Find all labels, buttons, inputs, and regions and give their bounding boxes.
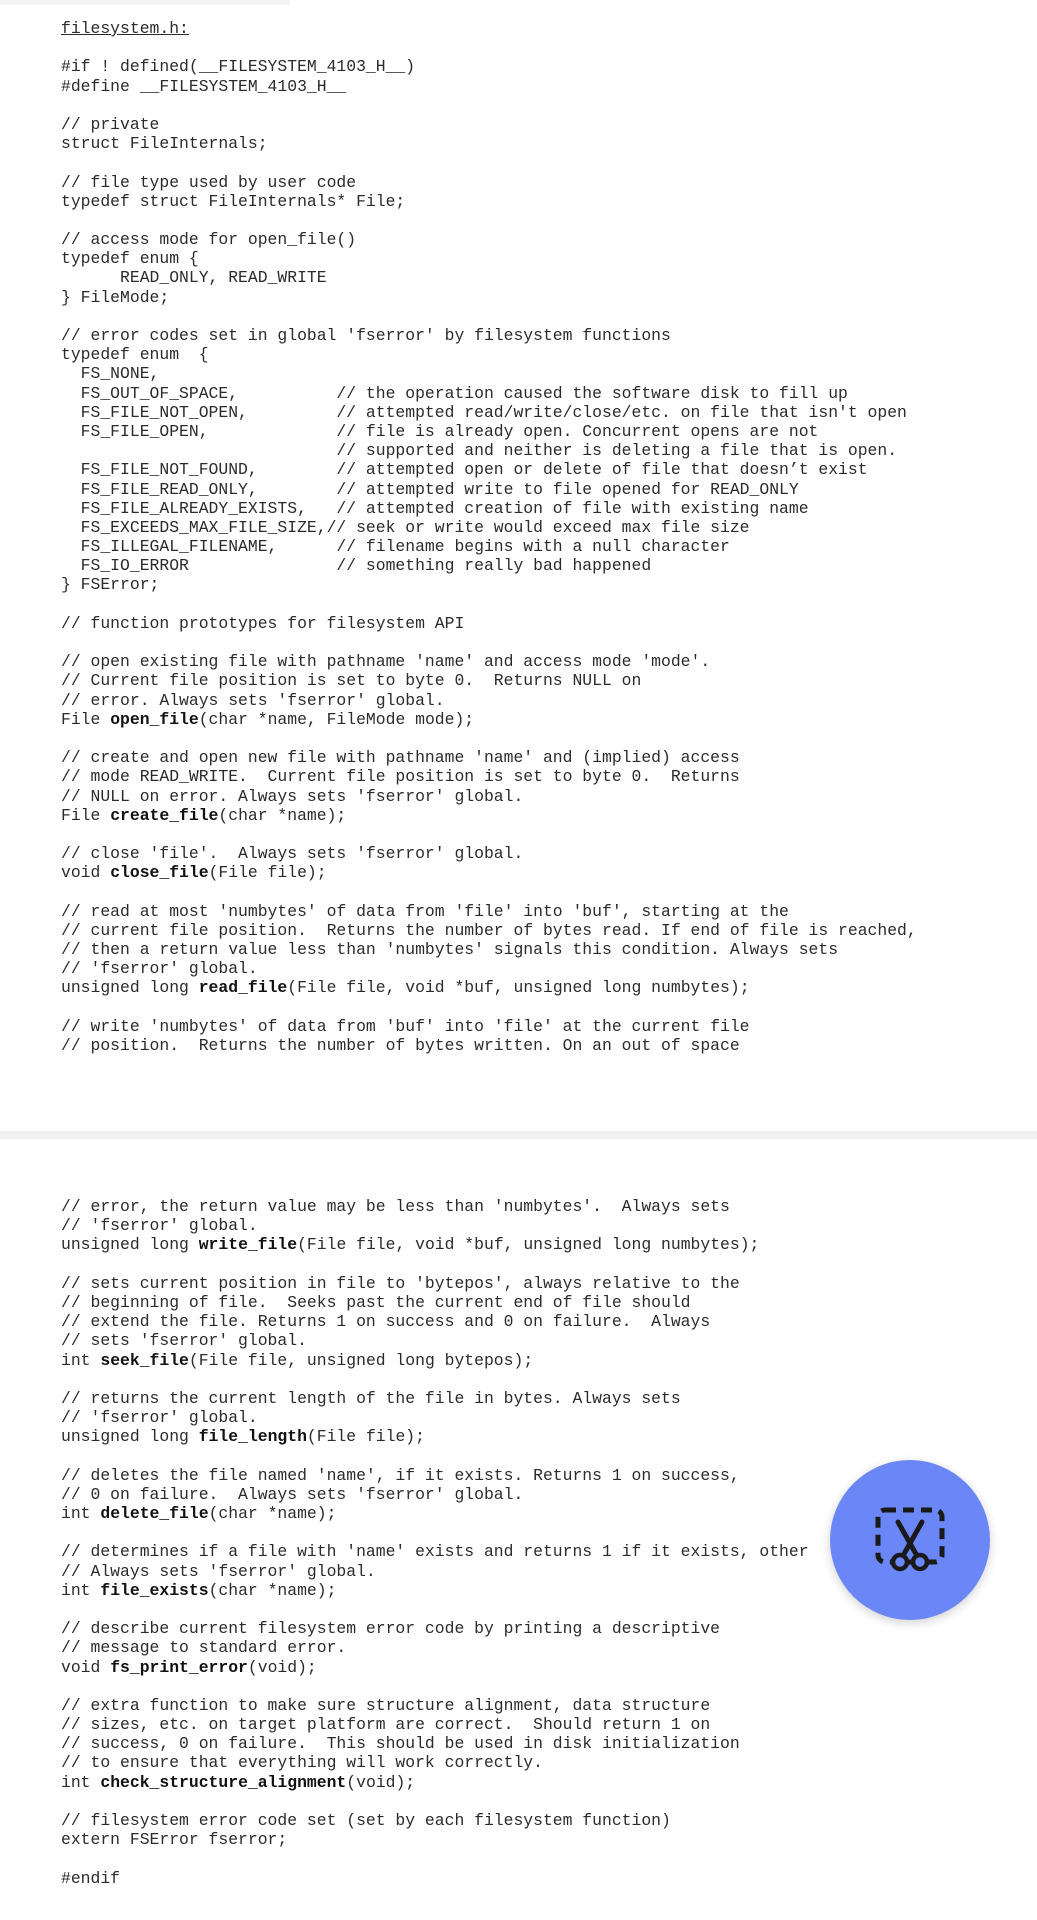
code-line: // error codes set in global 'fserror' by filesystem functions	[61, 326, 671, 345]
return-type: File	[61, 805, 111, 825]
code-line: // private	[61, 114, 160, 134]
code-line: // 'fserror' global.	[61, 1408, 258, 1428]
code-line: // write 'numbytes' of data from 'buf' into 'file' at the current file	[61, 1016, 750, 1036]
code-line: FS_EXCEEDS_MAX_FILE_SIZE,// seek or write would exceed max file size	[61, 517, 750, 537]
return-type: unsigned long	[61, 1427, 199, 1447]
code-line: // message to standard error.	[61, 1638, 347, 1658]
return-type: int	[61, 1772, 101, 1792]
prototype-line	[61, 863, 1021, 882]
page-divider	[0, 1131, 1037, 1139]
function-name: create_file	[110, 805, 219, 825]
code-line: // open existing file with pathname 'name' and access mode 'mode'.	[61, 652, 711, 672]
return-type: File	[61, 709, 111, 729]
document-page-1	[61, 19, 1021, 1055]
function-name: seek_file	[100, 1350, 189, 1370]
code-line: // beginning of file. Seeks past the current end of file should	[61, 1292, 691, 1312]
check-structure-alignment-block	[61, 1696, 1021, 1792]
code-line: // Always sets 'fserror' global.	[61, 1561, 376, 1581]
function-args: (char *name, FileMode mode);	[198, 709, 475, 729]
prototype-line	[61, 1351, 1021, 1370]
code-line: // close 'file'. Always sets 'fserror' global.	[61, 844, 524, 864]
prototype-line	[61, 1235, 1021, 1254]
return-type: int	[61, 1580, 101, 1600]
extern-block	[61, 1811, 1021, 1849]
prototypes-header: // function prototypes for filesystem API	[61, 613, 465, 633]
function-args: (void);	[346, 1772, 416, 1792]
code-line: READ_ONLY, READ_WRITE	[61, 268, 327, 288]
function-name: read_file	[198, 978, 288, 998]
prototype-line	[61, 978, 1021, 997]
function-name: close_file	[110, 863, 209, 883]
code-line: // then a return value less than 'numbytes' signals this condition. Always sets	[61, 940, 839, 959]
code-line: #define __FILESYSTEM_4103_H__	[61, 76, 347, 96]
function-name: fs_print_error	[110, 1657, 248, 1677]
fserror-enum	[61, 326, 1021, 595]
function-args: (File file, void *buf, unsigned long numbytes);	[297, 1235, 760, 1255]
filetype-block	[61, 173, 1021, 211]
code-line: // NULL on error. Always sets 'fserror' global.	[61, 786, 524, 806]
code-line: // 0 on failure. Always sets 'fserror' global.	[61, 1484, 524, 1504]
code-line: extern FSError fserror;	[61, 1830, 288, 1850]
create-file-block	[61, 748, 1021, 825]
code-line: typedef enum {	[61, 249, 199, 269]
function-args: (char *name);	[208, 1580, 337, 1600]
prototype-line	[61, 1773, 1021, 1792]
open-file-block	[61, 652, 1021, 729]
code-line: // mode READ_WRITE. Current file position is set to byte 0. Returns	[61, 767, 740, 787]
write-file-comment-start	[61, 1017, 1021, 1055]
return-type: void	[61, 863, 111, 883]
code-line: // read at most 'numbytes' of data from 'file' into 'buf', starting at the	[61, 901, 789, 921]
code-line: // deletes the file named 'name', if it exists. Returns 1 on success,	[61, 1465, 740, 1485]
return-type: void	[61, 1657, 111, 1677]
function-args: (char *name);	[218, 805, 347, 825]
code-line: // returns the current length of the file in bytes. Always sets	[61, 1388, 681, 1408]
code-line: // current file position. Returns the number of bytes read. If end of file is reached,	[61, 920, 917, 940]
code-line: // extend the file. Returns 1 on success and 0 on failure. Always	[61, 1312, 711, 1332]
private-block	[61, 115, 1021, 153]
file-length-block	[61, 1389, 1021, 1447]
code-line: struct FileInternals;	[61, 134, 268, 154]
code-line: FS_FILE_ALREADY_EXISTS, // attempted creation of file with existing name	[61, 498, 809, 518]
code-line: // sets current position in file to 'bytepos', always relative to the	[61, 1273, 740, 1293]
function-name: check_structure_alignment	[100, 1772, 347, 1792]
function-args: (File file);	[306, 1427, 425, 1447]
function-args: (File file, unsigned long bytepos);	[188, 1350, 534, 1370]
code-line: // extra function to make sure structure alignment, data structure	[61, 1695, 711, 1715]
prototype-line	[61, 710, 1021, 729]
code-line: // sizes, etc. on target platform are correct. Should return 1 on	[61, 1715, 711, 1735]
code-line: // file type used by user code	[61, 172, 357, 192]
function-name: file_length	[198, 1427, 307, 1447]
seek-file-block	[61, 1274, 1021, 1370]
code-line: FS_IO_ERROR // something really bad happened	[61, 556, 652, 576]
function-name: file_exists	[100, 1580, 209, 1600]
code-line: #if ! defined(__FILESYSTEM_4103_H__)	[61, 57, 416, 77]
function-name: write_file	[198, 1235, 298, 1255]
function-args: (char *name);	[208, 1504, 337, 1523]
code-line: FS_NONE,	[61, 364, 160, 384]
top-strip	[0, 0, 290, 5]
code-line: // supported and neither is deleting a file that is open.	[61, 441, 898, 461]
prototype-line	[61, 1427, 1021, 1446]
prototype-line	[61, 806, 1021, 825]
screen-capture-button[interactable]	[830, 1460, 990, 1620]
read-file-block	[61, 902, 1021, 998]
return-type: unsigned long	[61, 978, 199, 998]
return-type: int	[61, 1504, 101, 1523]
prototype-line	[61, 1658, 1021, 1677]
code-line: // 'fserror' global.	[61, 959, 258, 979]
function-name: open_file	[110, 709, 199, 729]
code-line: // position. Returns the number of bytes written. On an out of space	[61, 1035, 740, 1055]
code-line: // determines if a file with 'name' exists and returns 1 if it exists, other	[61, 1542, 809, 1562]
code-line: // success, 0 on failure. This should be used in disk initialization	[61, 1734, 740, 1754]
code-line: // sets 'fserror' global.	[61, 1331, 307, 1351]
code-line: typedef enum {	[61, 345, 209, 365]
close-file-block	[61, 844, 1021, 882]
code-line: // error, the return value may be less than 'numbytes'. Always sets	[61, 1197, 730, 1216]
code-line: typedef struct FileInternals* File;	[61, 191, 406, 211]
code-line: FS_ILLEGAL_FILENAME, // filename begins with a null character	[61, 537, 730, 557]
code-line: } FileMode;	[61, 287, 170, 307]
code-line: // describe current filesystem error code by printing a descriptive	[61, 1619, 721, 1639]
endif-line: #endif	[61, 1868, 121, 1888]
code-line: // access mode for open_file()	[61, 230, 357, 250]
scissors-capture-icon	[868, 1498, 952, 1582]
code-line: // Current file position is set to byte 0. Returns NULL on	[61, 671, 642, 691]
code-line: // create and open new file with pathname 'name' and (implied) access	[61, 748, 740, 768]
code-line: // to ensure that everything will work correctly.	[61, 1753, 543, 1773]
filemode-enum	[61, 230, 1021, 307]
function-args: (File file);	[208, 863, 327, 883]
code-line: // error. Always sets 'fserror' global.	[61, 690, 445, 710]
write-file-block	[61, 1197, 1021, 1255]
function-args: (void);	[247, 1657, 317, 1677]
function-name: delete_file	[100, 1504, 209, 1523]
include-guard	[61, 57, 1021, 95]
code-line: FS_FILE_NOT_FOUND, // attempted open or delete of file that doesn’t exist	[61, 460, 868, 480]
file-title: filesystem.h:	[61, 19, 189, 38]
code-line: // filesystem error code set (set by each filesystem function)	[61, 1811, 671, 1830]
code-line: FS_FILE_READ_ONLY, // attempted write to file opened for READ_ONLY	[61, 479, 799, 499]
code-line: // 'fserror' global.	[61, 1216, 258, 1236]
return-type: int	[61, 1350, 101, 1370]
code-line: FS_FILE_OPEN, // file is already open. Concurrent opens are not	[61, 421, 819, 441]
function-args: (File file, void *buf, unsigned long numbytes);	[287, 978, 750, 998]
code-line: FS_OUT_OF_SPACE, // the operation caused the software disk to fill up	[61, 383, 848, 403]
code-line: FS_FILE_NOT_OPEN, // attempted read/write/close/etc. on file that isn't open	[61, 402, 907, 422]
return-type: unsigned long	[61, 1235, 199, 1255]
fs-print-error-block	[61, 1619, 1021, 1677]
code-line: } FSError;	[61, 575, 160, 595]
